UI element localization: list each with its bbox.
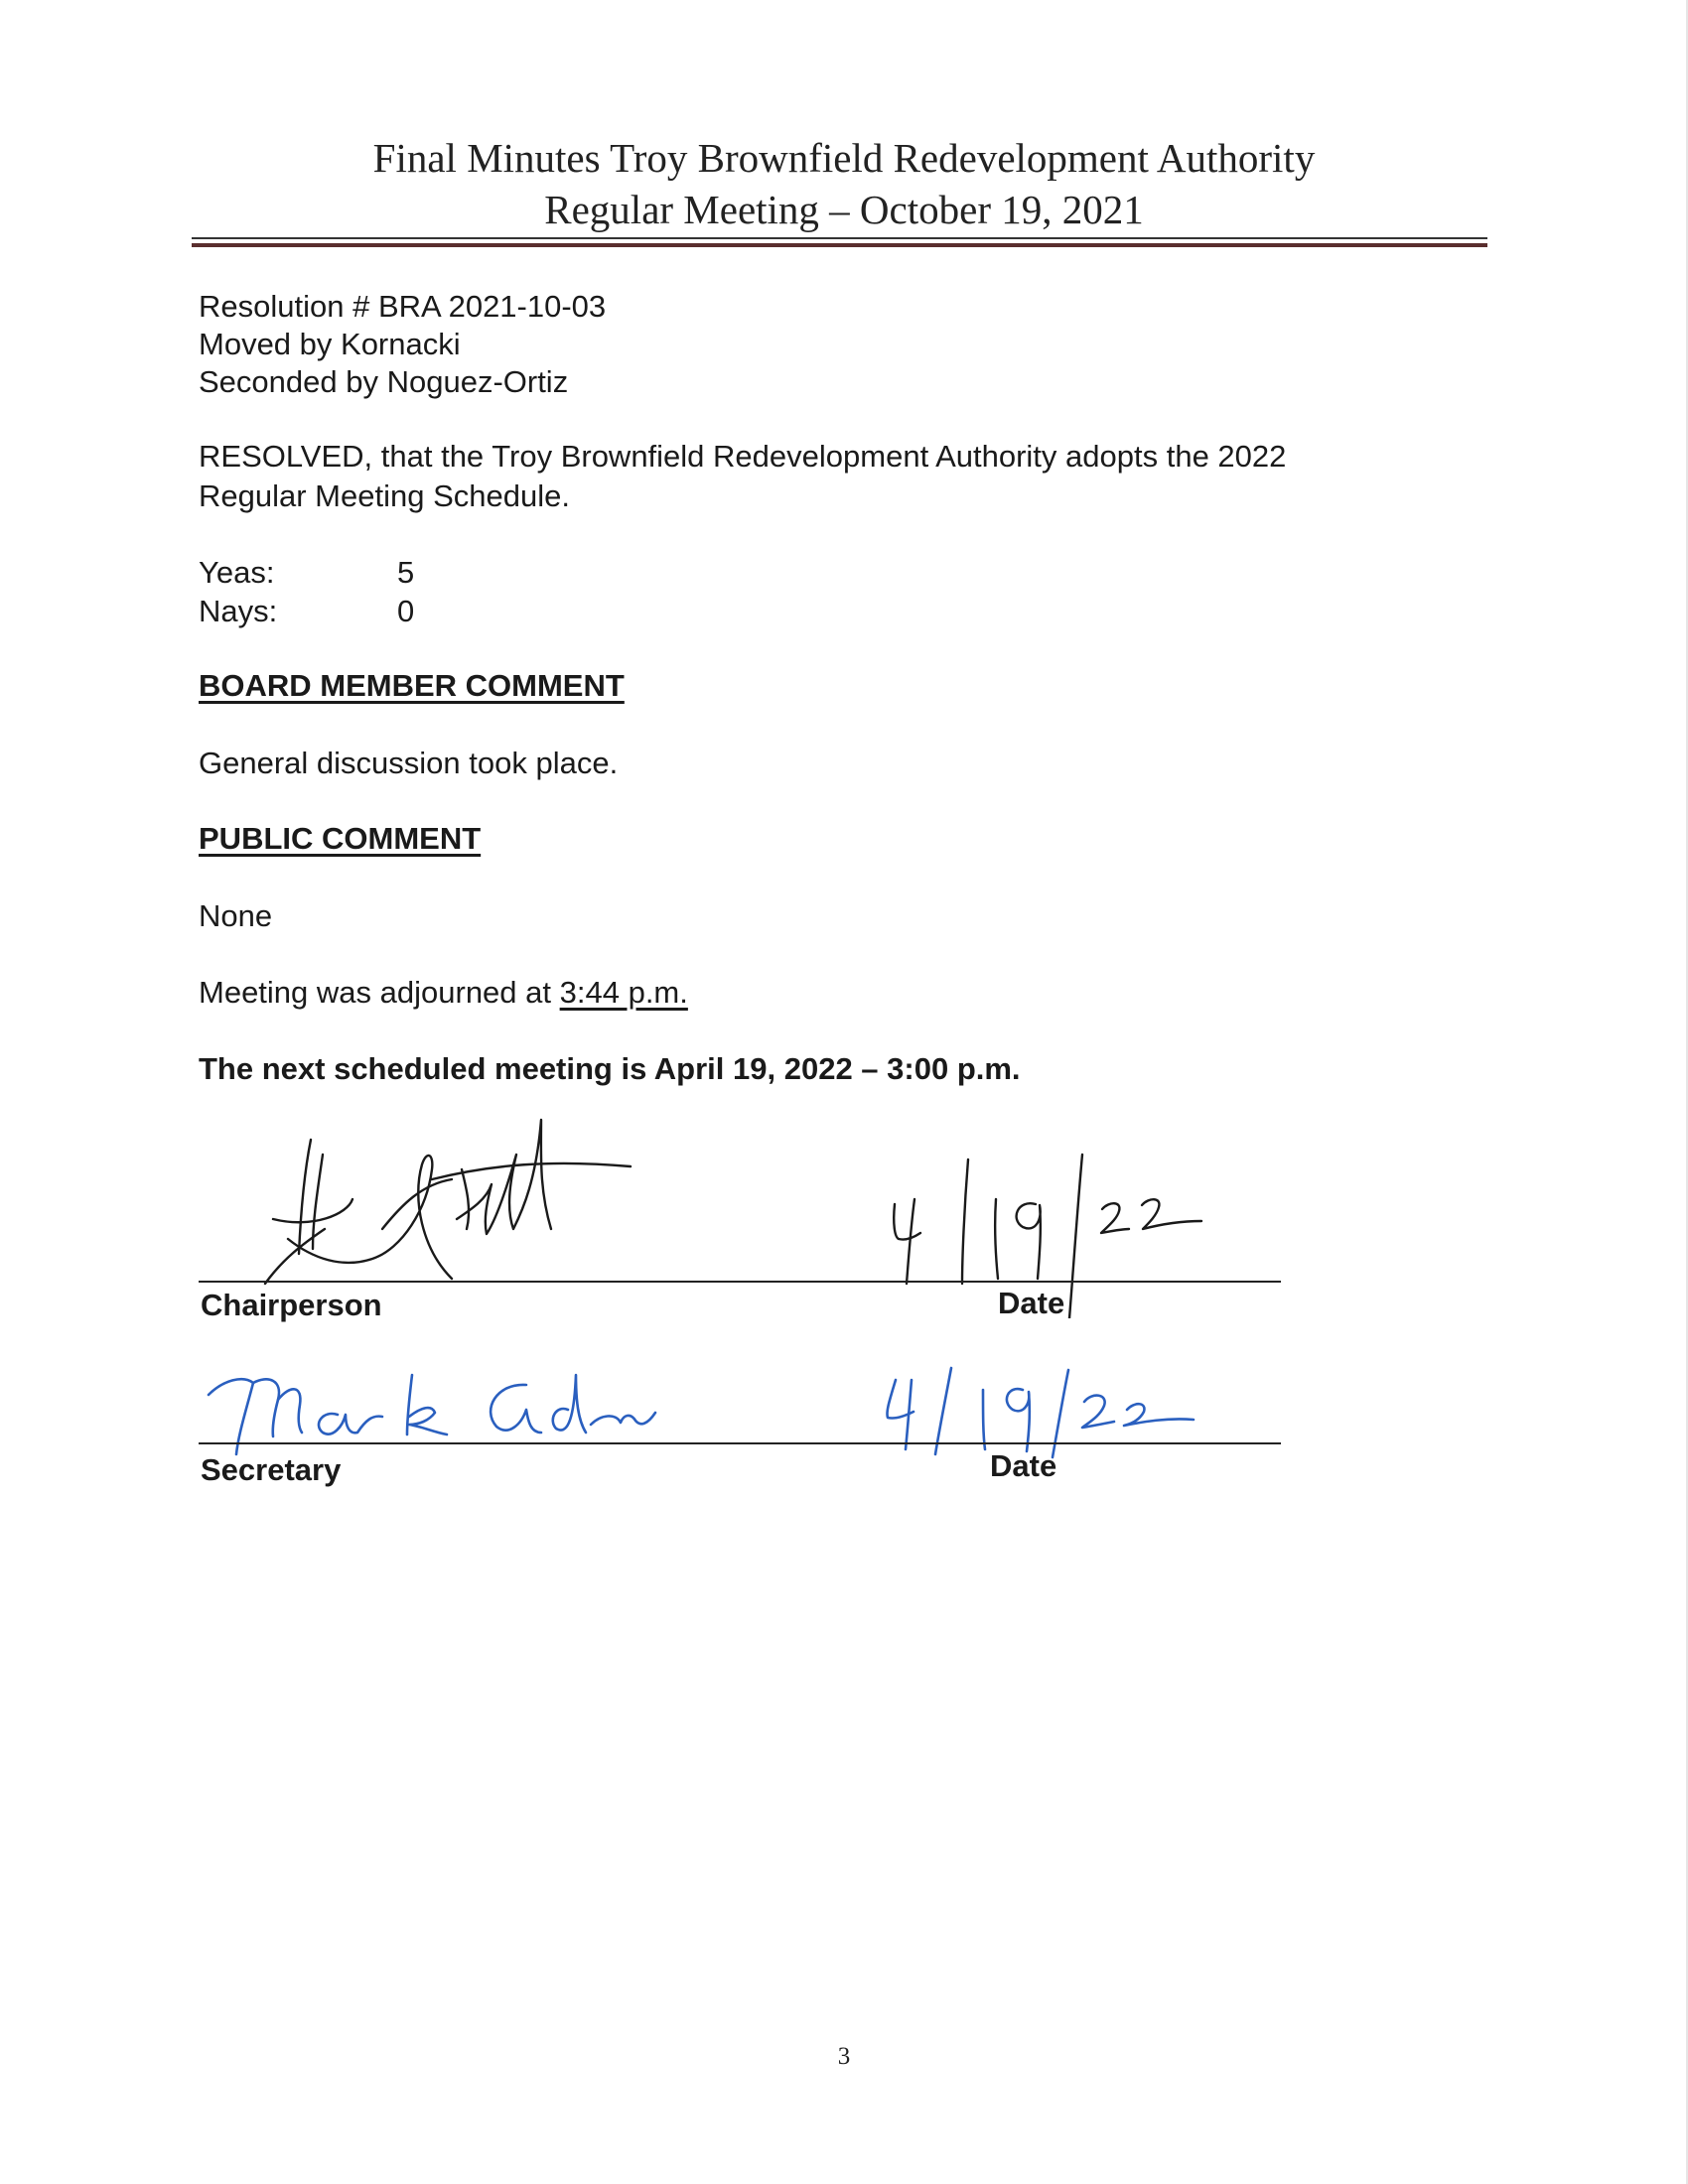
chairperson-signature-line — [199, 1281, 1281, 1283]
seconded-by: Seconded by Noguez-Ortiz — [199, 364, 569, 399]
public-comment-heading: PUBLIC COMMENT — [199, 821, 482, 856]
adjournment-time: 3:44 p.m. — [559, 975, 688, 1010]
resolution-text-line2: Regular Meeting Schedule. — [199, 478, 570, 513]
secretary-date-label: Date — [990, 1448, 1057, 1483]
chairperson-label: Chairperson — [201, 1288, 382, 1322]
title-divider — [192, 237, 1487, 247]
page-title-line2: Regular Meeting – October 19, 2021 — [544, 187, 1144, 232]
chairperson-signature — [253, 1110, 650, 1294]
page-title-line1: Final Minutes Troy Brownfield Redevelopment Authority — [372, 135, 1316, 181]
secretary-date-handwritten — [874, 1360, 1211, 1459]
secretary-label: Secretary — [201, 1452, 342, 1487]
yeas-value: 5 — [397, 555, 415, 590]
nays-label: Nays: — [199, 594, 278, 628]
moved-by: Moved by Kornacki — [199, 327, 461, 361]
yeas-label: Yeas: — [199, 555, 275, 590]
board-comment-text: General discussion took place. — [199, 746, 619, 780]
page-number: 3 — [837, 2043, 851, 2070]
public-comment-text: None — [199, 898, 273, 933]
resolution-number: Resolution # BRA 2021-10-03 — [199, 289, 607, 324]
secretary-signature-line — [199, 1442, 1281, 1444]
adjournment-line — [199, 974, 688, 1012]
nays-value: 0 — [397, 594, 415, 628]
chairperson-date-label: Date — [998, 1286, 1065, 1320]
next-meeting: The next scheduled meeting is April 19, 2022 – 3:00 p.m. — [199, 1051, 1021, 1086]
adjournment-text: Meeting was adjourned at — [199, 975, 560, 1010]
board-comment-heading: BOARD MEMBER COMMENT — [199, 668, 625, 703]
resolution-text-line1: RESOLVED, that the Troy Brownfield Redevelopment Authority adopts the 2022 — [199, 439, 1287, 474]
